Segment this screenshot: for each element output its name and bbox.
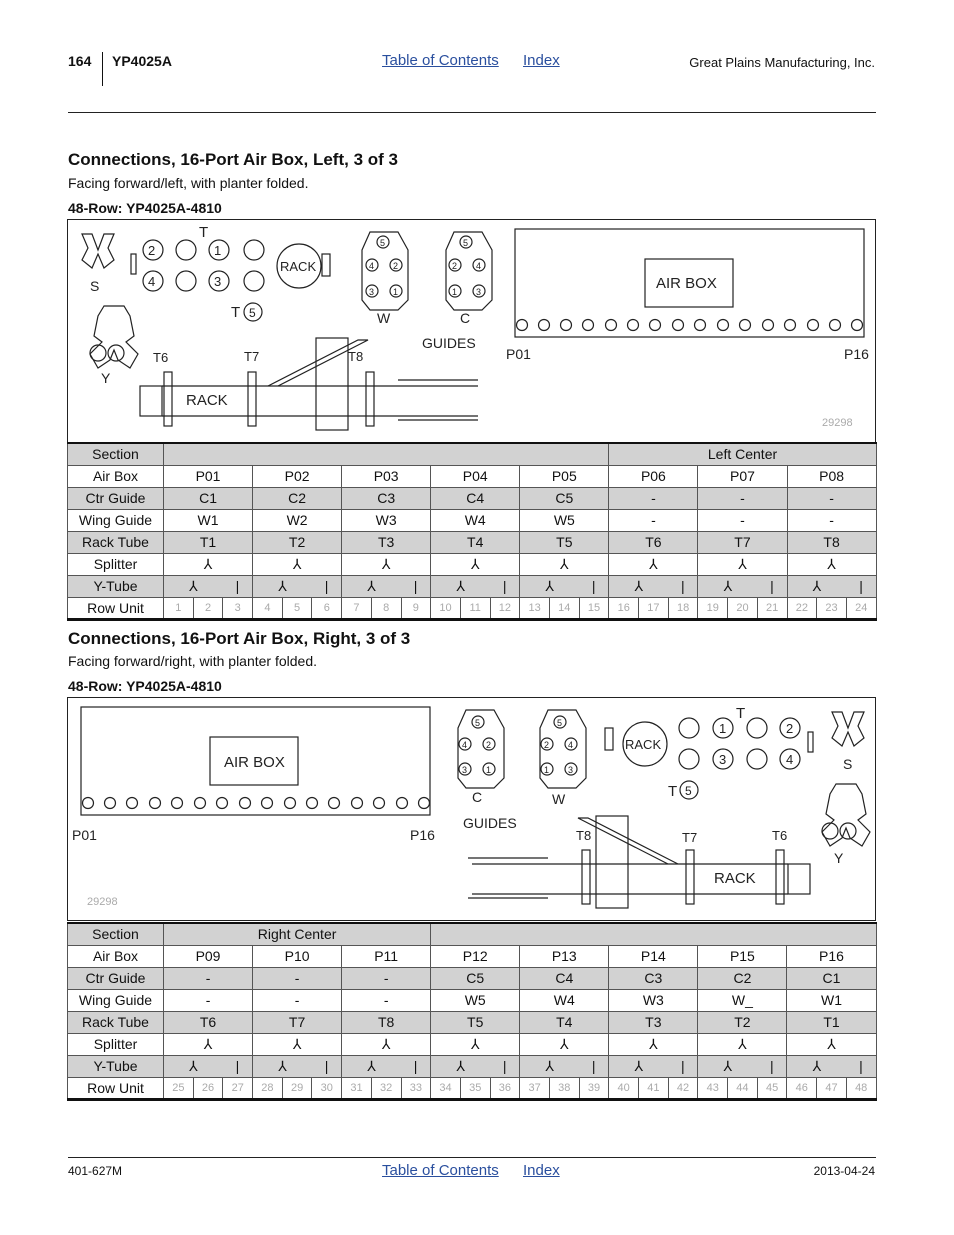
splitter-symbol: ⅄ [253,1033,342,1055]
airbox-row: Air Box P01 P02 P03 P04 P05 P06 P07 P08 [68,465,877,487]
row-unit-number: 35 [460,1077,490,1099]
right-model-heading: 48-Row: YP4025A-4810 [68,678,222,694]
splitter-symbol: ⅄ [520,1033,609,1055]
toc-link[interactable]: Table of Contents [382,52,499,69]
footer-toc-link[interactable]: Table of Contents [382,1162,499,1179]
svg-text:T: T [668,783,678,800]
row-unit-number: 28 [253,1077,283,1099]
svg-text:1: 1 [486,765,492,775]
left-section-title: Connections, 16-Port Air Box, Left, 3 of 3 [68,150,398,169]
svg-text:2: 2 [452,261,458,271]
svg-text:1: 1 [393,287,399,297]
splitter-symbol: ⅄ [787,553,876,575]
row-label: Wing Guide [68,989,164,1011]
row-unit-number: 20 [728,597,758,619]
c-label: C [460,310,471,326]
svg-text:2: 2 [148,243,156,258]
svg-text:T: T [231,304,241,321]
svg-text:2: 2 [393,261,399,271]
air-box-ports [83,798,430,809]
footer-rule [68,1157,876,1158]
ctr-guide-plate [446,232,492,310]
row-unit-number: 26 [193,1077,223,1099]
row-unit-number: 42 [668,1077,698,1099]
index-link[interactable]: Index [523,52,560,69]
company-name: Great Plains Manufacturing, Inc. [689,55,875,70]
splitter-symbol: ⅄ [342,1033,431,1055]
w-label: W [377,310,391,326]
svg-text:5: 5 [685,784,692,798]
t-label: T [199,224,209,241]
svg-text:5: 5 [557,718,563,728]
guides-label: GUIDES [463,815,517,831]
row-unit-number: 43 [698,1077,728,1099]
svg-text:4: 4 [369,261,375,271]
row-unit-number: 27 [223,1077,253,1099]
row-unit-number: 17 [639,597,669,619]
section-value: Left Center [609,443,876,465]
row-label: Section [68,923,164,945]
rack-label: RACK [714,870,756,887]
splitter-symbol: ⅄ [431,1033,520,1055]
svg-text:2: 2 [544,740,550,750]
row-label: Y-Tube [68,575,164,597]
row-unit-number: 18 [668,597,698,619]
t6-label: T6 [772,828,788,843]
svg-text:4: 4 [462,740,468,750]
w-label: W [552,791,566,807]
svg-text:4: 4 [148,274,156,289]
y-tube-row: Y-Tube ⅄ | ⅄ | ⅄ | ⅄ | ⅄ | ⅄ | ⅄ | ⅄ | [68,1055,877,1077]
left-diagram [67,219,876,443]
page-number: 164 [68,53,92,69]
row-unit-number: 38 [549,1077,579,1099]
row-unit-number: 15 [579,597,609,619]
guides-label: GUIDES [422,335,476,351]
svg-text:3: 3 [369,287,375,297]
splitter-symbol: ⅄ [253,553,342,575]
row-unit-number: 40 [609,1077,639,1099]
right-diagram [67,697,876,921]
row-unit-number: 44 [728,1077,758,1099]
header-divider [102,52,103,86]
row-unit-number: 16 [609,597,639,619]
row-label: Ctr Guide [68,487,164,509]
svg-text:5: 5 [249,306,256,320]
y-label: Y [834,850,844,866]
row-unit-number: 9 [401,597,431,619]
splitter-symbol: ⅄ [787,1033,876,1055]
footer-index-link[interactable]: Index [523,1162,560,1179]
rack-circle-label: RACK [625,737,662,752]
c-label: C [472,789,483,805]
splitter-symbol: ⅄ [698,1033,787,1055]
svg-text:5: 5 [463,238,469,248]
row-unit-number: 32 [371,1077,401,1099]
svg-text:3: 3 [476,287,482,297]
row-unit-number: 6 [312,597,342,619]
splitter-symbol: ⅄ [609,1033,698,1055]
air-box-label: AIR BOX [656,275,717,292]
figure-id: 29298 [822,417,853,429]
row-unit-number: 31 [342,1077,372,1099]
rack-tube-row: Rack Tube T1 T2 T3 T4 T5 T6 T7 T8 [68,531,877,553]
row-label: Air Box [68,465,164,487]
splitter-symbol: ⅄ [698,553,787,575]
ctr-guide-row: Ctr Guide C1 C2 C3 C4 C5 - - - [68,487,877,509]
p01-label: P01 [72,827,97,843]
row-unit-number: 34 [431,1077,461,1099]
row-label: Section [68,443,164,465]
p16-label: P16 [410,827,435,843]
row-unit-number: 5 [282,597,312,619]
row-unit-number: 30 [312,1077,342,1099]
row-unit-number: 7 [342,597,372,619]
row-unit-number: 46 [787,1077,817,1099]
svg-text:1: 1 [544,765,550,775]
section-value: Right Center [164,923,431,945]
row-unit-number: 2 [193,597,223,619]
left-connections-table [67,442,877,621]
svg-text:2: 2 [786,721,794,736]
right-connections-table [67,922,877,1101]
splitter-icon [832,712,864,746]
t8-label: T8 [576,828,592,843]
p16-label: P16 [844,346,869,362]
rack-assembly [140,338,478,430]
section-row [68,443,877,465]
svg-text:1: 1 [719,721,727,736]
right-section-subtitle: Facing forward/right, with planter folded. [68,653,318,669]
rack-assembly [468,816,810,908]
row-unit-number: 48 [846,1077,876,1099]
ctr-guide-row: Ctr Guide - - - C5 C4 C3 C2 C1 [68,967,877,989]
splitter-symbol: ⅄ [164,1033,253,1055]
s-label: S [90,278,100,294]
svg-text:5: 5 [380,238,386,248]
row-label: Air Box [68,945,164,967]
row-unit-number: 39 [579,1077,609,1099]
row-label: Y-Tube [68,1055,164,1077]
air-box-ports [517,320,863,331]
row-unit-number: 11 [460,597,490,619]
t7-label: T7 [244,349,260,364]
splitter-icon [82,234,114,268]
row-unit-number: 1 [164,597,194,619]
y-tube-icon [90,306,138,368]
row-label: Rack Tube [68,1011,164,1033]
row-label: Row Unit [68,597,164,619]
splitter-symbol: ⅄ [342,553,431,575]
splitter-symbol: ⅄ [609,553,698,575]
row-unit-number: 25 [164,1077,194,1099]
wing-guide-row: Wing Guide W1 W2 W3 W4 W5 - - - [68,509,877,531]
svg-text:1: 1 [452,287,458,297]
svg-text:4: 4 [568,740,574,750]
t8-label: T8 [348,349,364,364]
row-unit-number: 4 [253,597,283,619]
row-unit-number: 21 [757,597,787,619]
t7-label: T7 [682,830,698,845]
y-label: Y [101,370,111,386]
model-name: YP4025A [112,53,172,69]
airbox-row: Air Box P09 P10 P11 P12 P13 P14 P15 P16 [68,945,877,967]
doc-date: 2013-04-24 [813,1164,875,1178]
row-label: Rack Tube [68,531,164,553]
row-unit-row [68,1077,877,1099]
section-row [68,923,877,945]
row-unit-number: 23 [817,597,847,619]
svg-text:5: 5 [475,718,481,728]
row-unit-number: 19 [698,597,728,619]
row-unit-number: 36 [490,1077,520,1099]
row-unit-number: 14 [549,597,579,619]
row-unit-number: 24 [846,597,876,619]
svg-text:3: 3 [568,765,574,775]
header-rule [68,112,876,113]
t-label: T [736,705,746,722]
figure-id: 29298 [87,896,118,908]
right-section-title: Connections, 16-Port Air Box, Right, 3 of 3 [68,629,411,648]
rack-circle-label: RACK [280,259,317,274]
row-unit-number: 33 [401,1077,431,1099]
air-box-label: AIR BOX [224,754,285,771]
row-unit-number: 3 [223,597,253,619]
t6-label: T6 [153,350,169,365]
row-unit-number: 37 [520,1077,550,1099]
splitter-symbol: ⅄ [431,553,520,575]
y-tube-icon [822,784,870,846]
y-tube-row: Y-Tube ⅄ | ⅄ | ⅄ | ⅄ | ⅄ | ⅄ | ⅄ | ⅄ | [68,575,877,597]
row-unit-number: 29 [282,1077,312,1099]
row-label: Row Unit [68,1077,164,1099]
rack-label: RACK [186,392,228,409]
s-label: S [843,756,853,772]
svg-text:1: 1 [214,243,222,258]
splitter-row [68,1033,877,1055]
row-label: Wing Guide [68,509,164,531]
row-unit-number: 41 [639,1077,669,1099]
row-unit-number: 47 [817,1077,847,1099]
doc-number: 401-627M [68,1164,123,1178]
svg-text:3: 3 [214,274,222,289]
svg-text:4: 4 [476,261,482,271]
splitter-symbol: ⅄ [520,553,609,575]
svg-text:2: 2 [486,740,492,750]
wing-guide-row: Wing Guide - - - W5 W4 W3 W_ W1 [68,989,877,1011]
row-unit-number: 22 [787,597,817,619]
row-unit-number: 12 [490,597,520,619]
left-section-subtitle: Facing forward/left, with planter folded. [68,175,309,191]
svg-text:3: 3 [719,752,727,767]
row-label: Splitter [68,553,164,575]
rack-tube-row: Rack Tube T6 T7 T8 T5 T4 T3 T2 T1 [68,1011,877,1033]
row-unit-number: 10 [431,597,461,619]
row-unit-number: 45 [757,1077,787,1099]
row-unit-row [68,597,877,619]
svg-text:3: 3 [462,765,468,775]
p01-label: P01 [506,346,531,362]
left-model-heading: 48-Row: YP4025A-4810 [68,200,222,216]
row-label: Ctr Guide [68,967,164,989]
row-label: Splitter [68,1033,164,1055]
row-unit-number: 8 [371,597,401,619]
splitter-row [68,553,877,575]
row-unit-number: 13 [520,597,550,619]
splitter-symbol: ⅄ [164,553,253,575]
svg-text:4: 4 [786,752,794,767]
